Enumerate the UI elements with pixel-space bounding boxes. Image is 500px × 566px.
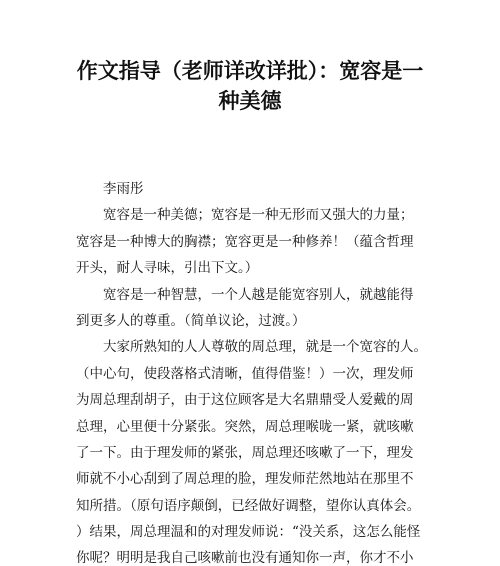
title-line-2: 种美德 [218,89,282,113]
body-line: 大家所熟知的人人尊敬的周总理，就是一个宽容的人。 [103,339,427,356]
body-line: 开头，耐人寻味，引出下文。） [76,260,259,277]
body-line: 宽容是一种智慧，一个人越是能宽容别人，就越能得 [103,286,414,303]
body-line: ）结果，周总理温和的对理发师说：“没关系，这怎么能怪 [76,524,421,541]
body-line: 宽容是一种博大的胸襟；宽容更是一种修养！（蕴含哲理 [76,233,414,250]
body-line: （中心句，使段落格式清晰，值得借鉴！）一次，理发师 [76,365,414,382]
body-line: 你呢？明明是我自己咳嗽前也没有通知你一声，你才不小 [76,550,414,566]
document-body [76,176,436,566]
body-line: 宽容是一种美德；宽容是一种无形而又强大的力量； [103,207,414,224]
body-line: 知所措。（原句语序颠倒，已经做好调整，望你认真体会。 [76,497,421,514]
body-line: 师就不小心刮到了周总理的脸，理发师茫然地站在那里不 [76,471,414,488]
document-title [60,56,440,116]
body-line: 总理，心里便十分紧张。突然，周总理喉咙一紧，就咳嗽 [76,418,414,435]
author-line: 李雨彤 [103,181,144,197]
body-line: 了一下。由于理发师的紧张，周总理还咳嗽了一下，理发 [76,444,414,461]
title-line-1: 作文指导（老师详改详批）：宽容是一 [76,59,424,83]
body-line: 为周总理刮胡子，由于这位顾客是大名鼎鼎受人爱戴的周 [76,392,414,409]
body-line: 到更多人的尊重。（简单议论，过渡。） [76,312,306,329]
